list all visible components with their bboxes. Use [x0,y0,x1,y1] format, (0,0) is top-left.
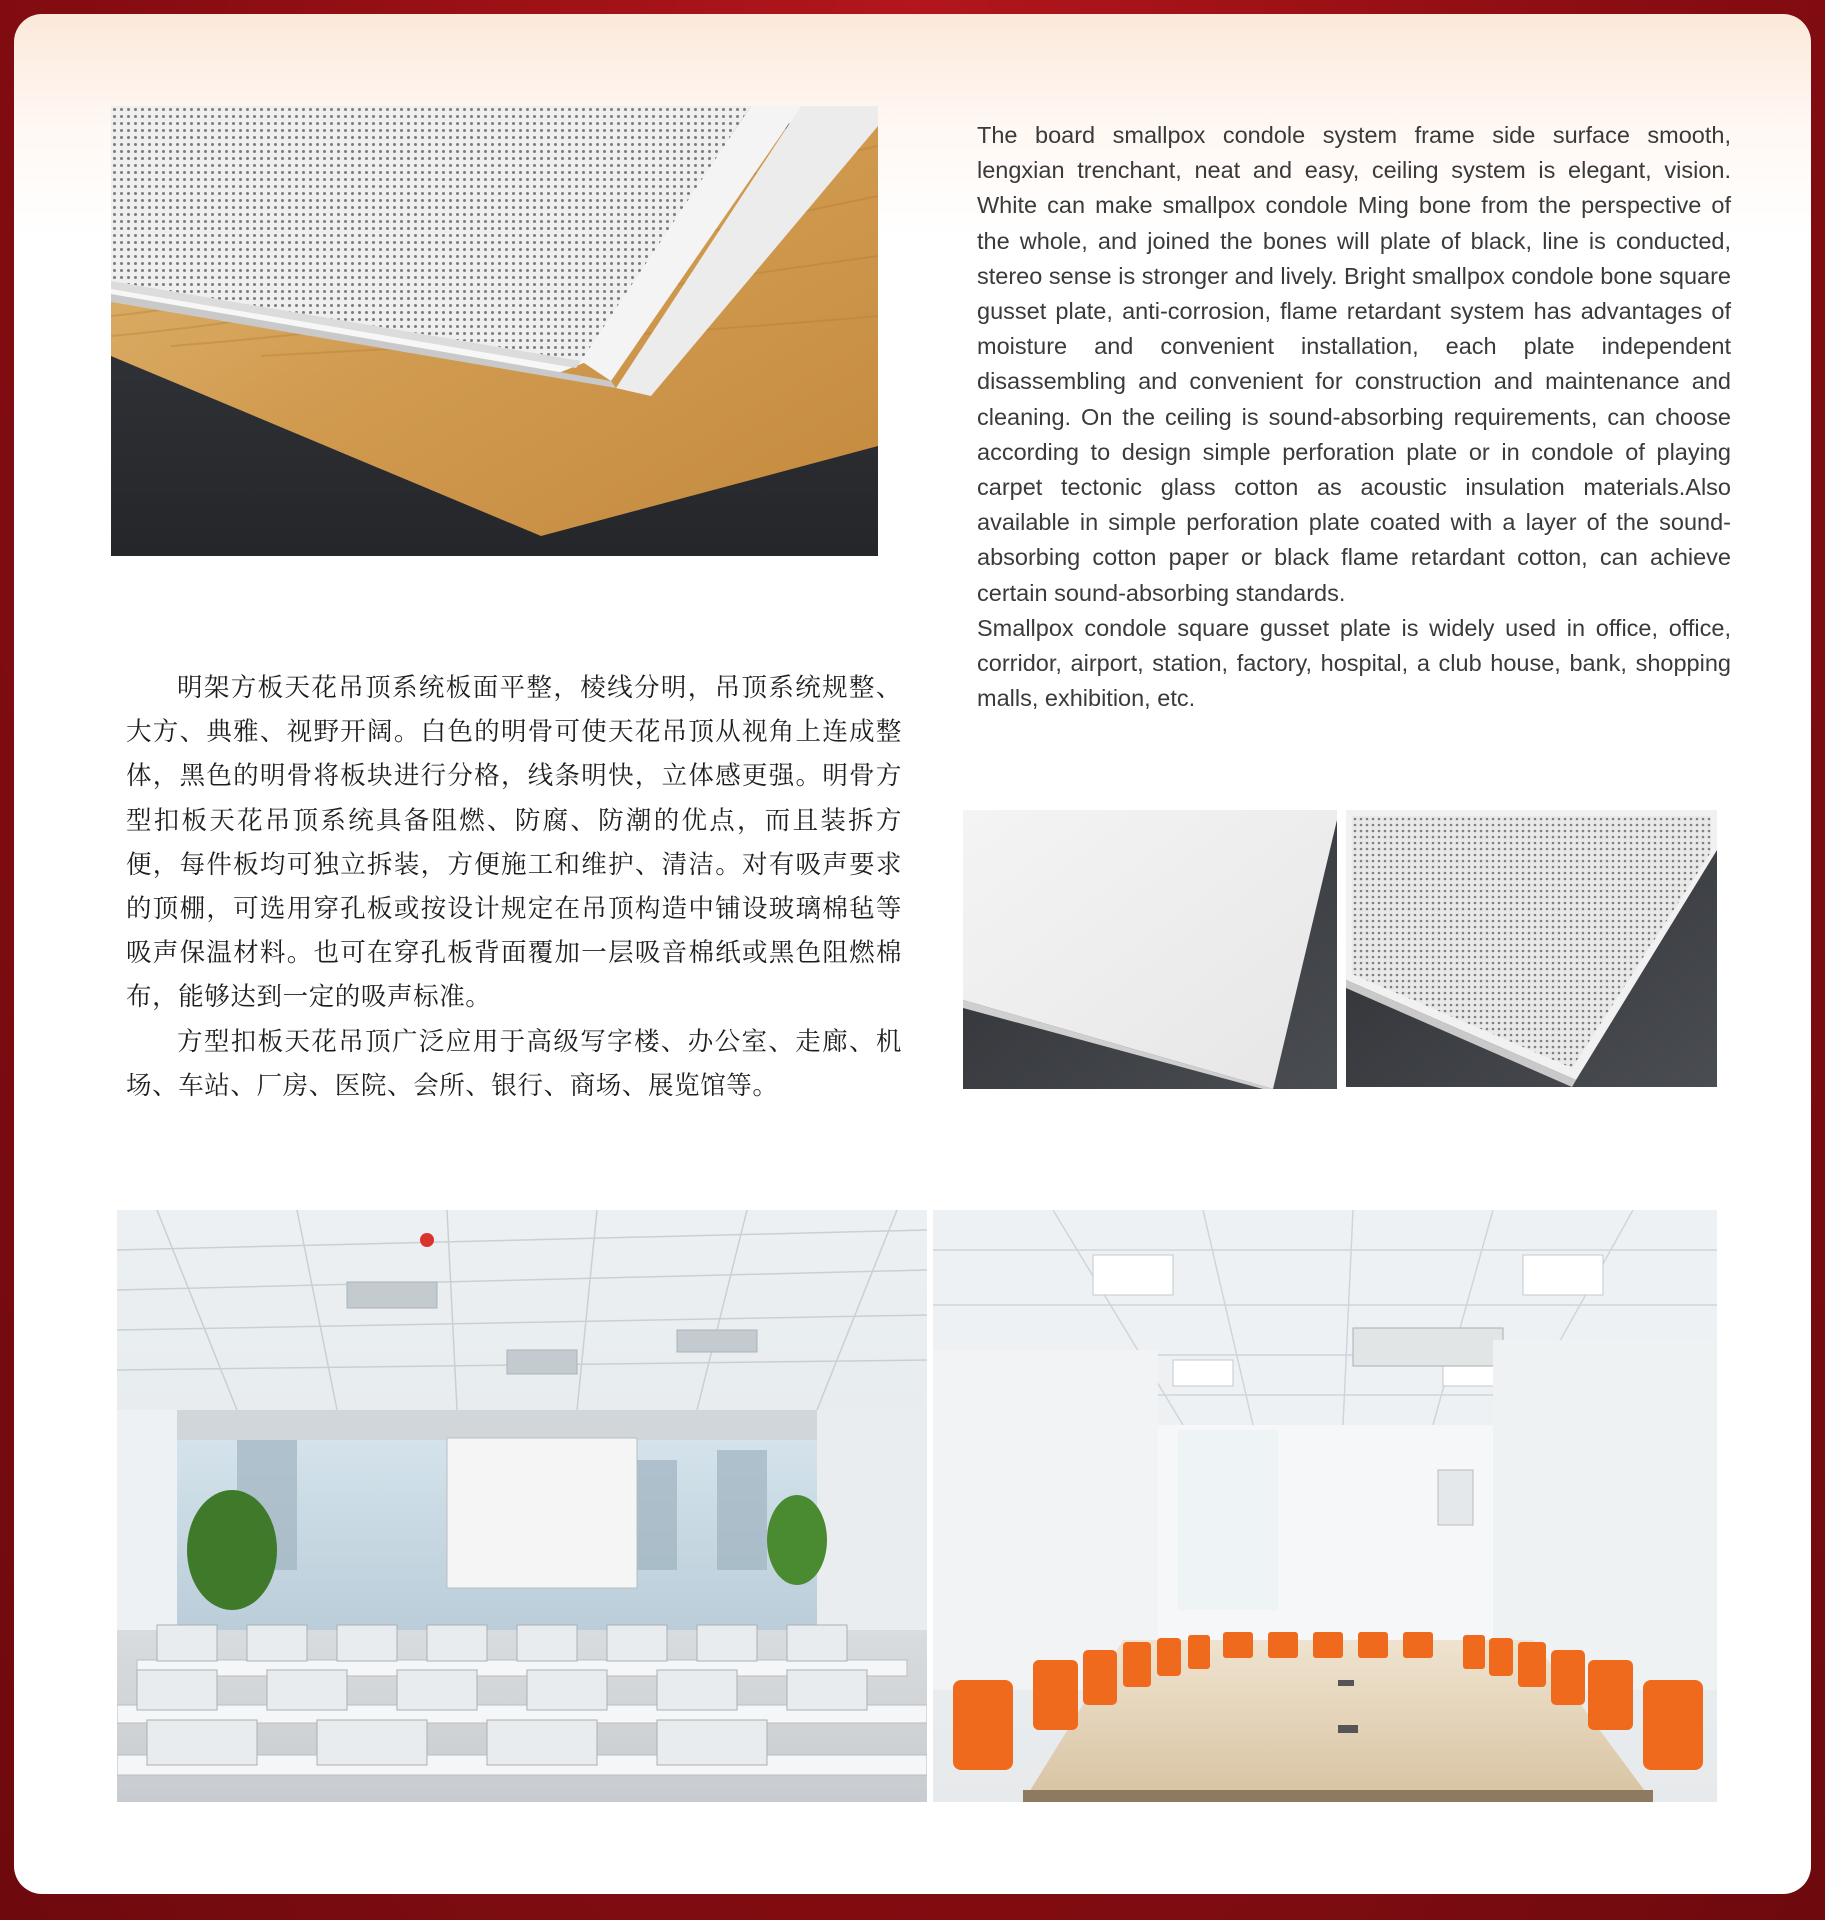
chinese-paragraph-1: 明架方板天花吊顶系统板面平整，棱线分明，吊顶系统规整、大方、典雅、视野开阔。白色的明骨可使天花吊顶从视角上连成整体，黑色的明骨将板块进行分格，线条明快，立体感更强。明骨方型扣板天花吊顶系统具备阻燃、防腐、防潮的优点，而且装拆方便，每件板均可独立拆装，方便施工和维护、清洁。对有吸声要求的顶棚，可选用穿孔板或按设计规定在吊顶构造中铺设玻璃棉毡等吸声保温材料。也可在穿孔板背面覆加一层吸音棉纸或黑色阻燃棉布，能够达到一定的吸声标准。 [126,673,902,1013]
brochure-page [14,14,1811,1894]
perforated-square-panel-photo [1346,810,1717,1087]
plain-panel-photo [963,810,1337,1089]
conference-room-photo [933,1210,1717,1802]
chinese-description [126,666,902,1108]
training-room-photo [117,1210,927,1802]
english-paragraph-1: The board smallpox condole system frame side surface smooth, lengxian trenchant, neat and easy, ceiling system is elegant, vision. White can make smallpox condole Ming bone from the perspective of the whole, and joined the bones will plate of black, line is conducted, stereo sense is stronger and lively. Bright smallpox condole bone square gusset plate, anti-corrosion, flame retardant system has advantages of moisture and convenient installation, each plate independent disassembling and convenient for construction and maintenance and cleaning. On the ceiling is sound-absorbing requirements, can choose according to design simple perforation plate or in condole of playing carpet tectonic glass cotton as acoustic insulation materials.Also available in simple perforation plate coated with a layer of the sound-absorbing cotton paper or black flame retardant cotton, can achieve certain sound-absorbing standards. [977,122,1731,606]
perforated-panel-photo [111,106,878,556]
chinese-paragraph-2: 方型扣板天花吊顶广泛应用于高级写字楼、办公室、走廊、机场、车站、厂房、医院、会所、银行、商场、展览馆等。 [126,1026,902,1101]
english-paragraph-2: Smallpox condole square gusset plate is widely used in office, office, corridor, airport, station, factory, hospital, a club house, bank, shopping malls, exhibition, etc. [977,614,1731,712]
english-description [977,118,1731,716]
